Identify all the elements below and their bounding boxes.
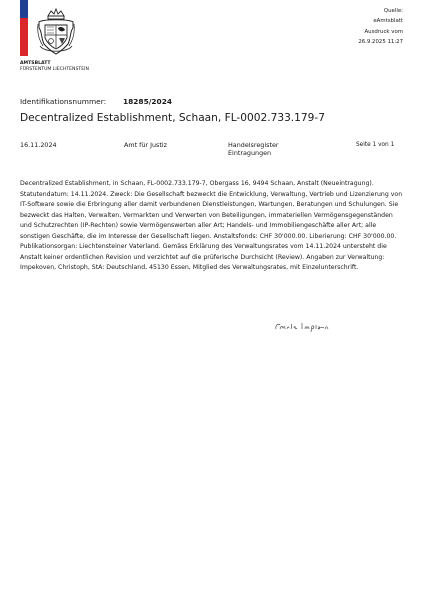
category [228,141,298,157]
liechtenstein-flag [20,0,28,56]
document-title: Decentralized Establishment, Schaan, FL-0002.733.179-7 [20,112,325,124]
printed-value: 26.9.2025 11:27 [358,39,403,46]
identification-label: Identifikationsnummer: [20,97,107,106]
announcement-body: Decentralized Establishment, in Schaan, FL-0002.733.179-7, Obergass 16, 9494 Schaan, Anstalt (Neueintragung). Statutendatum: 14.11.2024. Zweck: Die Gesellschaft bezweckt die Entwicklung, Verwaltung, Vertrieb und Lizenzierung von IT-Software sowie die Erbringung aller damit verbundenen Dienstleistungen, Wartungen, Beratungen und Schulungen. Sie bezweckt das Halten, Verwalten, Vermarkten und Verwerten von Beteiligungen, immateriellen Vermögensgegenständen und Schutzrechten (IP-Rechten) sowie Vermögenswerten aller Art; Handels- und Immobiliengeschäfte aller Art; alle sonstigen Geschäfte, die im Interesse der Gesellschaft liegen. Anstaltsfonds: CHF 30'000.00. Liberierung: CHF 30'000.00. Publikationsorgan: Liechtensteiner Vaterland. Gemäss Erklärung des Verwaltungsrates vom 14.11.2024 untersteht die Anstalt keiner ordentlichen Revision und verzichtet auf die prüferische Durchsicht (Review). Angaben zur Verwaltung: Impekoven, Christoph, StA: Deutschland, 45130 Essen, Mitglied des Verwaltungsrates, mit Einzelunterschrift. [20,180,403,271]
amtsblatt-label [20,61,89,73]
printed-label: Ausdruck vom [364,28,403,35]
source-value: eAmtsblatt [373,18,403,25]
handwritten-signature [274,321,330,333]
publication-date: 16.11.2024 [20,141,57,149]
identification-row [20,97,410,106]
flag-red-stripe [20,18,28,56]
category-line1: Handelsregister [228,141,279,149]
source-label: Quelle: [383,8,403,14]
category-line2: Eintragungen [228,149,272,157]
source-info [358,6,403,48]
authority-name: Amt für Justiz [124,141,167,149]
identification-value: 18285/2024 [123,97,172,106]
fuerstentum-label: FÜRSTENTUM LIECHTENSTEIN [20,67,89,72]
page-indicator: Seite 1 von 1 [356,142,395,148]
amtsblatt-title: AMTSBLATT [20,61,51,66]
flag-blue-stripe [20,0,28,18]
liechtenstein-coat-of-arms-icon [37,8,75,58]
